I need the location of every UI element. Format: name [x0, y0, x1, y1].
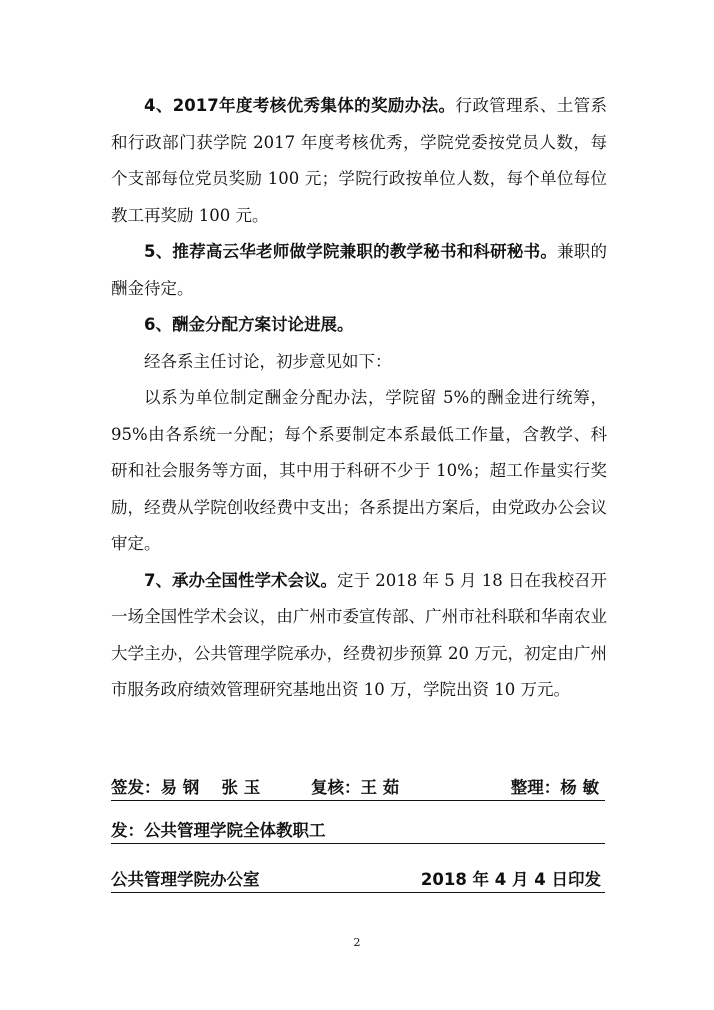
section-text: 以系为单位制定酬金分配办法，学院留 5%的酬金进行统筹，95%由各系统一分配；每个系要制定本系最低工作量，含教学、科研和社会服务等方面，其中用于科研不少于 10%；超工作量实行奖励，经费从学院创收经费中支出；各系提出方案后，由党政办公会议审定。 — [111, 388, 607, 553]
section-6-detail — [111, 380, 607, 563]
section-4 — [111, 88, 607, 234]
issuer-line — [111, 869, 605, 893]
section-heading: 6、酬金分配方案讨论进展。 — [144, 315, 354, 334]
section-heading: 7、承办全国性学术会议。 — [144, 570, 338, 590]
section-text: 行政管理系、土管系和行政部门获学院 2017 年度考核优秀，学院党委按党员人数，每个支部每位党员奖励 100 元；学院行政按单位人数，每个单位每位教工再奖励 100 元。 — [111, 96, 608, 225]
signed-by: 签发：易 钢 张 玉 — [111, 778, 261, 797]
section-text: 定于 2018 年 5 月 18 日在我校召开一场全国性学术会议，由广州市委宣传部、广州市社科联和华南农业大学主办，公共管理学院承办，经费初步预算 20 万元，初定由广州市服务政府绩效管理研究基地出资 10 万，学院出资 10 万元。 — [111, 570, 607, 699]
issue-date: 2018 年 4 月 4 日印发 — [420, 870, 601, 889]
compiled-by: 整理：杨 敏 — [510, 778, 599, 797]
section-5 — [111, 234, 607, 307]
issuing-office: 公共管理学院办公室 — [111, 870, 260, 889]
section-7 — [111, 563, 607, 709]
section-6 — [111, 307, 607, 344]
section-6-intro — [111, 344, 607, 381]
section-text: 兼职的酬金待定。 — [111, 242, 608, 298]
page-number: 2 — [353, 936, 361, 949]
distribution-line — [111, 820, 605, 844]
document-body — [111, 88, 607, 709]
signature-line — [111, 777, 605, 801]
reviewed-by: 复核：王 茹 — [311, 778, 400, 797]
distribution: 发：公共管理学院全体教职工 — [111, 821, 326, 840]
section-heading: 4、2017年度考核优秀集体的奖励办法。 — [144, 96, 456, 115]
section-heading: 5、推荐高云华老师做学院兼职的教学秘书和科研秘书。 — [144, 242, 558, 261]
section-text: 经各系主任讨论，初步意见如下： — [144, 351, 392, 371]
